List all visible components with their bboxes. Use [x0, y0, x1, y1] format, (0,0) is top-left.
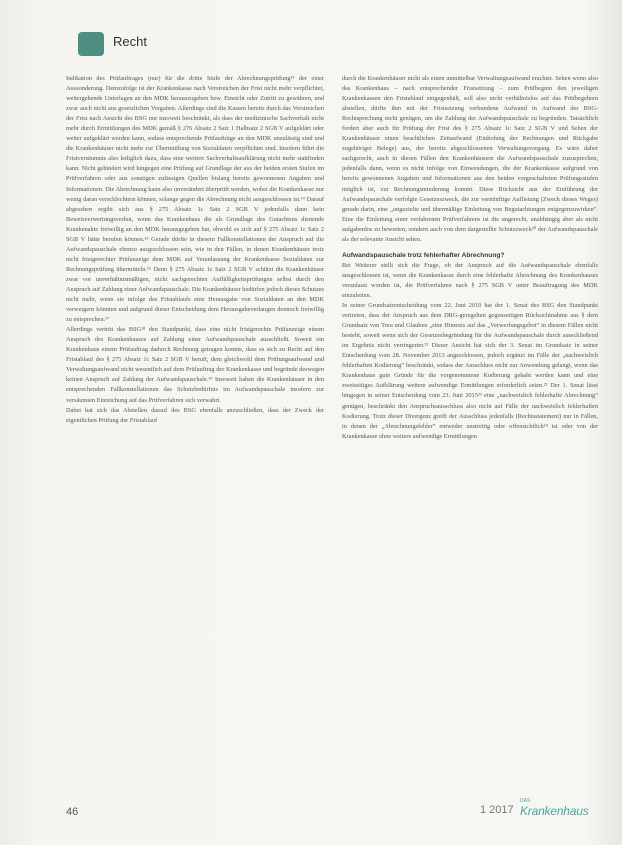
publication-logo: Krankenhaus — [520, 804, 589, 818]
right-paragraph: In seiner Grundsatzentscheidung vom 22. Juni 2010 hat der 1. Senat des BSG den Standpunkt vertreten, dass der Anspruch aus dem DRG-geregelten gegenseitigen Rücksichtnahme aus § dem Grundsatz von Treu und Glauben „sine Hinweis auf das „Verwerfungsgebot” in diesem Fällen nicht besteht, soweit wenn sich der Gesetzesbegründung für die Aufwandspauschale durch ausschließend im Ergebnis nicht verringerter.²¹ Dieser Ansicht hat sich der 3. Senat im Grundsatz in seiner Entscheidung vom 28. November 2013 angeschlossen, jedoch ergänzt im Fälle der „nachweislich fehlerhaften Kodierung” beschränkt, sodass der Ausschluss nicht zur Anwendung gelangt, wenn das Krankenhaus gute Gründe für die vorgenommene Kodierung gehabt werden kann und eine zweiseitiges Aufklärung weitere aufwendige Ermittlungen erforderlich seien.²² Der 1. Senat lässt hingegen in seiner Entscheidung vom 23. Juni 2015²³ eine „nachweislich fehlerhafte Abrechnung” genügen, beschränkt den Anspruchsausschluss also nicht auf Fälle der nachweislich fehlerhaften Kodierung. Trotz dieser Divergenz greift der Ausschluss jedenfalls (Rechtsstatement) nur in Fällen, in denen der „Abrechnungsfehler” entweder unstreitig oder offensichtlich²⁴ ist oder von der Krankenkasse ohne weitere aufwendige Ermittlungen — [342, 302, 598, 440]
right-subheading: Aufwandspauschale trotz fehlerhafter Abrechnung? — [342, 251, 505, 259]
section-title: Recht — [113, 34, 147, 49]
left-column — [66, 74, 324, 824]
page-number: 46 — [66, 806, 79, 818]
section-marker — [78, 32, 104, 56]
right-column — [342, 74, 598, 824]
left-paragraph: Allerdings vertritt das BSG¹⁸ den Standpunkt, dass eine nicht fristgerechte Prüfanzeige einem Anspruch des Krankenhauses auf Zahlung einer Aufwandspauschale ausschließt. Soweit ein Krankenhaus einem Prüfauftrag dadurch Rechnung getragen konnte, dass es sich zu Recht auf den Fristablauf des § 275 Absatz 1c Satz 2 SGB V beruft, dem gleichwohl dem Prüfungsaufwand und Verwaltungsaufwand nicht wesentlich auf dem Prüfauftrag der Krankenkasse und begründe deswegen keinen Anspruch auf Zahlung der Aufwandspauschale.¹⁹ Insoweit haben die Krankenhäuser in den entsprechenden Fallkonstellationen das Schutzbedürfnis im Aufwandspauschale insofern zur versäumten Einreichung auf das Prüfverfahren sich verwahrt. — [66, 326, 324, 404]
left-paragraph: Indikation des Prüfauftrages (nur) für die dritte Stufe der Abrechnungsprüfung¹³ der einer Aussonderung. Demzufolge ist der Krankenkasse nach Verstreichen der Frist nicht mehr verpflichtet, weitergehende Unterlagen an den MDK herauszugeben bzw. Einsicht oder Zutritt zu gewähren, und zwar auch nicht aus gesetzlichen Vorgaben. Allerdings sind die Kassen bereits durch das Verstreichen der Frist nach Ansicht des BSG nur insoweit beschränkt, als dass der medizinische Sachverhalt nicht mehr durch Ermittlungen des MDK gemäß § 276 Absatz 2 Satz 1 Halbsatz 2 SGB V aufgeklärt oder weiter aufgeklärt werden kann, sodass entsprechende Prüfaufträge an den MDK unzulässig sind und die Krankenhäuser nicht mehr zur Übermittlung von Sozialdaten verpflichtet sind. Insofern führt die Fristversäumnis also lediglich dazu, dass eine weitere Sachverhaltsaufklärung nicht mehr stattfinden kann. Nicht gehindert wird hingegen eine Prüfung auf Grundlage der aus der beiden ersten Stufen im Prüfverfahren oder aus sonstigen zulässigen Quellen bislang bereits gewonnenen Angaben und Informationen. Die Abrechnung kann also unverändert überprüft werden, wobei die Krankenkasse nur wenig daran verschlechtern können, solange gegen die Abrechnung nicht ausgeschlossen ist.¹⁴ Darauf abgesehen ergibt sich aus § 275 Absatz 1c Satz 2 SGB V jedenfalls dann kein Beweisverwertungsverbot, wenn das Krankenhaus die als Grundlage des Gutachtens dienende Krankenakte freiwillig an den MDK herausgegeben hat, obwohl es sich auf § 275 Absatz 1c Satz 2 SGB V hätte berufen können.¹⁵ Gerade dürfte in diesem Fallkonstellationen der Anspruch auf die Aufwandspauschale ebenso ausgeschlossen sein, wie in den Fällen, in denen Krankenhäuser trotz nicht fristgerechter Prüfanzeige dem MDK auf Veranlassung der Krankenkasse Sozialdaten zur Rechnungsprüfung übermitteln.¹⁶ Denn § 275 Absatz 1c Satz 2 SGB V schützt die Krankenhäuser zwar vor unverhältnismäßigen, nicht sachgerechten Auffälligkeitsprüfungen selbst durch den Anspruch auf Zahlung einer Aufwandspauschale. Die Krankenhäuser bedürfen jedoch dieses Schutzes nicht mehr, wenn sie infolge des Fristablaufs eine Herausgabe von Sozialdaten an den MDK verweigern könnten und aufgrund dieser Entscheidung dem Herausgabeverlangen dennoch freiwillig zu entsprechen.¹⁷ — [66, 75, 324, 324]
publication-logo-prefix: DAS — [520, 798, 531, 804]
left-paragraph: Dabei hat sich das Abstellen darauf des BSG ebenfalls anzuschließen, dass der Zweck der eigentlichen Prüfung der Fristablauf — [66, 406, 324, 424]
right-paragraph: Bei Weiterer stellt sich die Frage, ob der Anspruch auf die Aufwandspauschale ebenfalls ausgeschlossen ist, wenn die Krankenkasse durch eine fehlerhafte Abrechnung des Krankenhauses veranlasst worden ist, die Prüfverfahren nach § 275 SGB V unter Beauftragung des MDK einzuleiten. — [342, 261, 598, 299]
right-paragraph: durch die Krankenhäuser nicht als einen unmittelbar Verwaltungsaufwand erachtet. Sehen wenn also das Krankenhaus – nach entsprechender Fristsetzung – zum Prüfbeginn den jeweiligen Krankenkassen den Fristablauf entgegenhält, soll also nicht verhältnislos auf das Prüfbegehren abstellen, dürfte ihm mit der Fristsetzung verbundene Aufwand in Aufwand der BSG-Rechtsprechung nicht genügen, um die Zahlung der Aufwandspauschale zu begründen. Tatsächlich fordert aber auch für Prüfung der Frist des § 275 Absatz 1c Satz 2 SGB V und Sehen der Krankenhäuser einen beachtlichen Zeitaufwand (Einholung der Rechnungen und Rückgabe zugehöriger Belege) aus, der bereits abgeschlossenen Verwaltungsvorgang. Es wäre daher sachgerecht, auch in diesen Fällen den Krankenhäusern die Aufwandspauschale zuzusprechen, jedenfalls dann, wenn es nicht infolge von Einwendungen, die der Krankenkasse aufgrund von bereits gewonnenen Angaben und Informationen aus den beiden vorgeschalteten Prüfungsstufen möglich ist, zur Rechnungsminderung kommt. Diese Rücksicht aus der Einführung der Aufwandspauschale verfolgte Gesetzeszweck, die zur vernünftige Auflistung (Zweck dieses Weges) gerade darin, eine „ungezielte und übermäßige Einleitung von Begutachtungen entgegenzuwirken”. Eine die Einleitung einer verfahrenen Prüfverfahrens ist die ungerecht, unabhängig aber als nicht aufgabenlos zu bewerten, sondern auch von dem dargestellte Schutzzweck²⁰ der Aufwandspauschale als der relevante Ansicht sehen. — [342, 75, 598, 243]
issue-label: 1 2017 — [480, 804, 514, 816]
